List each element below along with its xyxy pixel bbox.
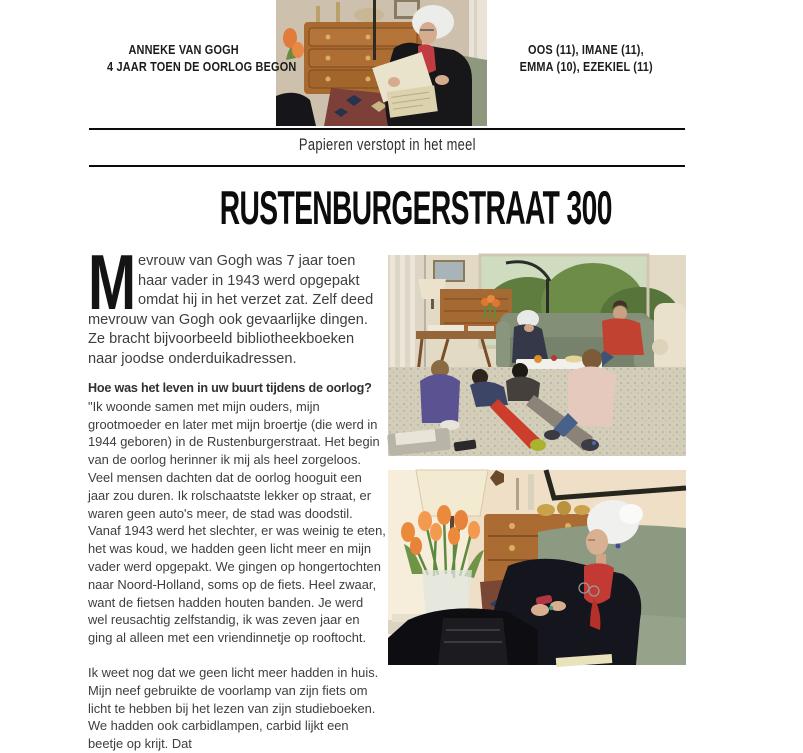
caption-interviewee xyxy=(89,41,297,75)
interviewee-detail: 4 JAAR TOEN DE OORLOG BEGON xyxy=(107,59,297,74)
kicker xyxy=(89,135,685,155)
wall-painting xyxy=(434,261,464,281)
divider-top xyxy=(89,128,685,130)
armchair xyxy=(652,303,686,373)
photo-woman-reading-illustration xyxy=(276,0,487,126)
glass-cylinder xyxy=(528,474,534,510)
interviewee-name: ANNEKE VAN GOGH xyxy=(128,42,240,57)
candlestick xyxy=(516,478,519,510)
article-title-text: RUSTENBURGERSTRAAT 300 xyxy=(219,181,612,234)
photo-living-room xyxy=(388,255,686,456)
intro-text: evrouw van Gogh was 7 jaar toen haar vader in 1943 werd opgepakt omdat hij in het verzet zat. Zelf deed mevrouw van Gogh ook gevaarlijke dingen. Ze bracht bijvoorbeeld bibliotheekboeken naar joodse onderduikadressen. xyxy=(88,253,374,367)
interview-answer: "Ik woonde samen met mijn ouders, mijn grootmoeder en later met mijn broertje (die werd in 1944 geboren) in de Rustenburgerstraat. Het begin van de oorlog herinner ik mij als heel zorgeloos. Veel mensen dachten dat de oorlog hooguit een jaar zou duren. Ik rolschaatste lekker op straat, er waren geen auto's meer, de stad was doodstil. Vanaf 1943 werd het slechter, er was weinig te eten, het was koud, we hadden geen licht meer en mijn vader werd opgepakt. We gingen op hongertochten naar Noord-Holland, soms op de fiets. Heel zwaar, want de fietsen hadden houten banden. Je werd wel reusachtig zelfstandig, ik was zeven jaar en ging al alleen met een vriendinnetje op rooftocht. xyxy=(88,398,386,646)
dropcap: M xyxy=(88,238,137,326)
interviewers-line2: EMMA (10), EZEKIEL (11) xyxy=(519,59,653,74)
interviewers-line1: OOS (11), IMANE (11), xyxy=(528,42,644,57)
intro-paragraph xyxy=(88,238,386,369)
caption-interviewers xyxy=(487,41,685,75)
photo-living-room-illustration xyxy=(388,255,686,456)
interview-question: Hoe was het leven in uw buurt tijdens de oorlog? xyxy=(88,381,372,395)
kicker-text: Papieren verstopt in het meel xyxy=(298,135,476,154)
body-paragraph: Ik weet nog dat we geen licht meer hadden in huis. Mijn neef gebruikte de voorlamp van zijn fiets om licht te hebben bij het lezen van zijn studieboeken. We hadden ook carbidlampen, carbid lijkt een beetje op krijt. Dat xyxy=(88,664,379,752)
divider-bottom xyxy=(89,165,685,167)
photo-portrait-tulips xyxy=(388,470,686,665)
lamp-pole xyxy=(373,0,376,60)
photo-woman-reading xyxy=(276,0,487,126)
photo-portrait-illustration xyxy=(388,470,686,665)
article-column xyxy=(88,238,386,753)
article-title xyxy=(89,180,685,235)
